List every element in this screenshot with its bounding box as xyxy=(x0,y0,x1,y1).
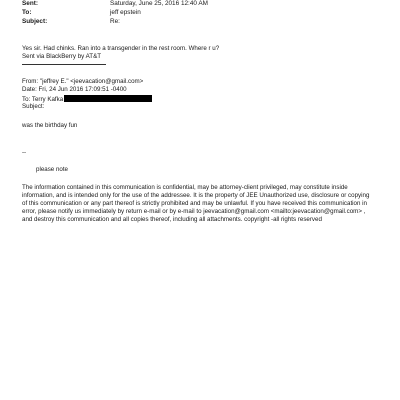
original-subject: Subject: xyxy=(22,103,45,110)
original-to: To: Terry Kafka xyxy=(22,96,64,103)
reply-signature: Sent via BlackBerry by AT&T xyxy=(22,53,101,60)
to-row xyxy=(22,9,141,17)
original-body: was the birthday fun xyxy=(22,122,78,129)
to-label: To: xyxy=(22,9,32,16)
redaction-bar xyxy=(64,95,152,102)
subject-value: Re: xyxy=(110,18,120,25)
to-value: jeff epstein xyxy=(110,9,141,16)
sent-value: Saturday, June 25, 2016 12:40 AM xyxy=(110,0,208,7)
sent-row xyxy=(22,0,208,8)
subject-label: Subject: xyxy=(22,18,48,25)
original-from: From: "jeffrey E." <jeevacation@gmail.com> xyxy=(22,78,144,85)
disclaimer-paragraph: The information contained in this communication is confidential, may be attorney-client privileged, may constitute inside information, and is intended only for the use of the addressee. It is the property of JEE Unauthorized use, disclosure or copying of this communication or any part thereof is strictly prohibited and may be unlawful. If you have received this communication in error, please notify us immediately by return e-mail or by e-mail to jeevacation@gmail.com <mailto:jeevacation@gmail.com> , and destroy this communication and all copies thereof, including all attachments. copyright -all rights reserved xyxy=(22,184,370,223)
original-date: Date: Fri, 24 Jun 2016 17:09:51 -0400 xyxy=(22,86,127,93)
please-note: please note xyxy=(36,166,68,173)
reply-body: Yes sir. Had chinks. Ran into a transgender in the rest room. Where r u? xyxy=(22,45,220,52)
subject-row xyxy=(22,18,120,26)
sent-label: Sent: xyxy=(22,0,38,7)
signature-dash: -- xyxy=(22,149,27,156)
signature-rule xyxy=(22,64,106,65)
